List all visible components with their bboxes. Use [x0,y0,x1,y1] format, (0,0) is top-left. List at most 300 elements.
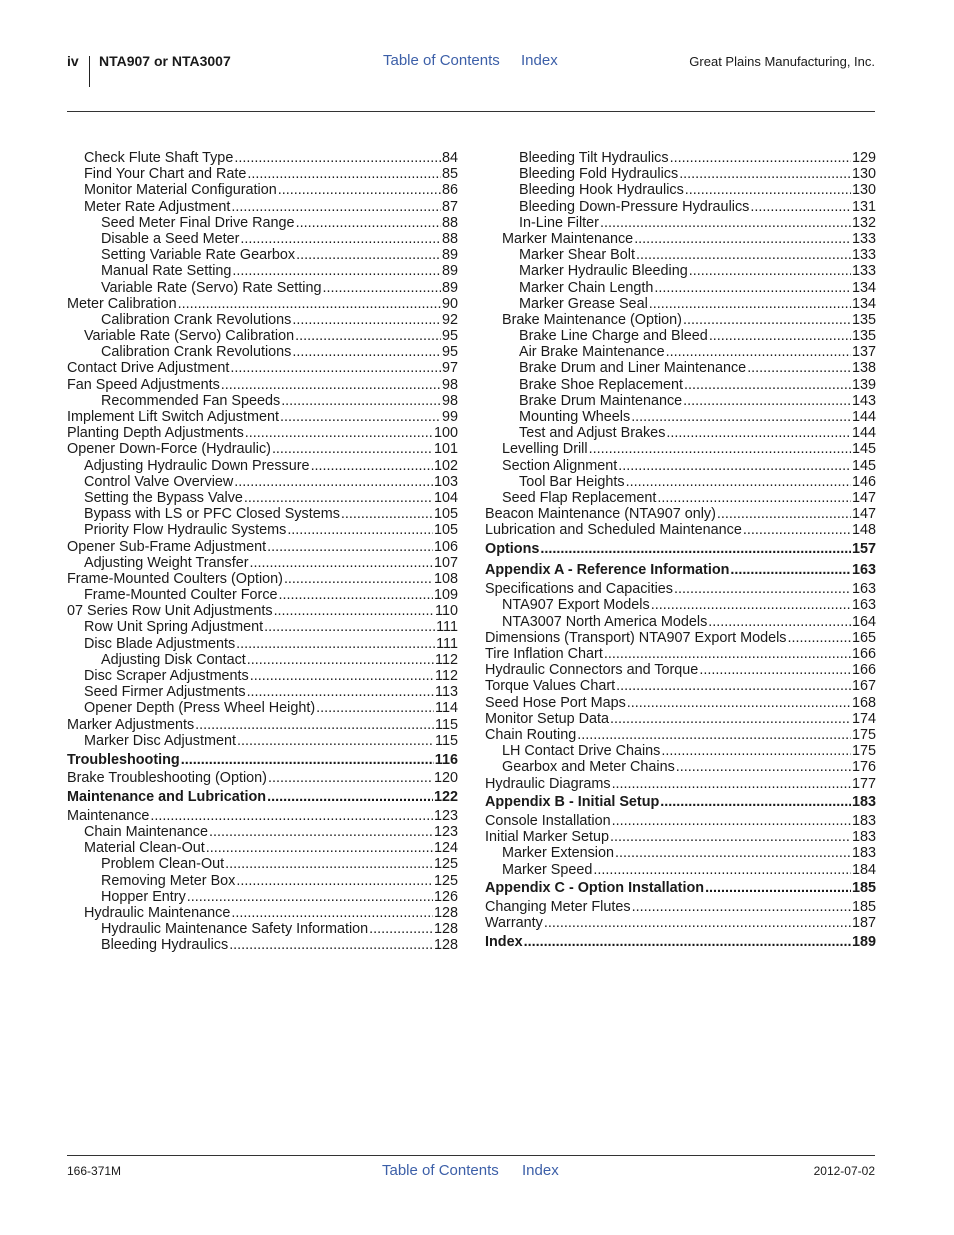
toc-entry-page: 133 [851,247,876,264]
toc-entry[interactable] [67,199,458,215]
toc-entry-title: Opener Sub-Frame Adjustment [67,538,267,555]
toc-entry[interactable] [485,328,876,344]
toc-entry[interactable] [485,263,876,279]
toc-entry-page: 92 [441,311,458,328]
toc-entry-page: 87 [441,198,458,215]
toc-entry[interactable] [485,581,876,597]
toc-entry-page: 145 [851,441,876,458]
toc-entry[interactable] [67,555,458,571]
toc-entry[interactable] [485,678,876,694]
toc-entry-page: 105 [433,506,458,523]
header-rule [67,111,875,112]
toc-entry-page: 132 [851,214,876,231]
toc-entry-title: Dimensions (Transport) NTA907 Export Models [485,629,787,646]
toc-entry-page: 97 [441,360,458,377]
footer-toc-link[interactable]: Table of Contents [382,1162,499,1179]
toc-entry-page: 89 [441,247,458,264]
toc-entry[interactable] [485,794,876,810]
toc-entry-page: 86 [441,182,458,199]
toc-entry-title: LH Contact Drive Chains [502,743,661,760]
toc-entry[interactable] [67,393,458,409]
dot-leader [649,296,851,312]
toc-entry[interactable] [67,247,458,263]
footer-rule [67,1155,875,1156]
toc-entry[interactable] [67,873,458,889]
toc-entry[interactable] [485,695,876,711]
toc-entry-title: Warranty [485,915,543,932]
toc-entry[interactable] [485,377,876,393]
toc-entry[interactable] [67,280,458,296]
toc-entry-title: Hopper Entry [101,888,186,905]
toc-entry-page: 124 [433,840,458,857]
toc-entry-title: Appendix C - Option Installation [485,880,705,897]
dot-leader [709,328,851,344]
toc-entry[interactable] [485,880,876,896]
toc-entry-title: Brake Maintenance (Option) [502,311,682,328]
toc-entry[interactable] [485,915,876,931]
toc-entry[interactable] [67,619,458,635]
toc-entry[interactable] [67,328,458,344]
toc-entry-page: 90 [441,295,458,312]
toc-entry-title: Disable a Seed Meter [101,230,240,247]
toc-entry[interactable] [485,215,876,231]
toc-entry[interactable] [67,905,458,921]
toc-entry-title: Implement Lift Switch Adjustment [67,409,279,425]
toc-entry-page: 164 [851,613,876,630]
toc-entry[interactable] [485,231,876,247]
toc-entry-title: Meter Rate Adjustment [84,198,231,215]
toc-entry-title: Row Unit Spring Adjustment [84,619,264,636]
dot-leader [747,360,851,376]
toc-entry-title: Problem Clean-Out [101,856,225,873]
dot-leader [195,717,434,733]
dot-leader [232,263,441,279]
toc-entry-title: Meter Calibration [67,295,177,312]
toc-entry-page: 95 [441,328,458,345]
toc-entry[interactable] [67,856,458,872]
toc-entry-page: 163 [851,581,876,598]
toc-entry[interactable] [67,889,458,905]
toc-entry-title: Beacon Maintenance (NTA907 only) [485,506,716,523]
toc-entry-page: 103 [433,473,458,490]
toc-entry-page: 108 [433,570,458,587]
toc-entry[interactable] [485,506,876,522]
toc-entry[interactable] [485,199,876,215]
toc-entry[interactable] [485,522,876,538]
toc-entry[interactable] [67,458,458,474]
toc-entry-title: Calibration Crank Revolutions [101,344,292,361]
toc-entry[interactable] [485,312,876,328]
toc-entry[interactable] [67,231,458,247]
toc-entry-title: Brake Troubleshooting (Option) [67,770,267,787]
toc-entry[interactable] [485,727,876,743]
toc-entry[interactable] [67,474,458,490]
dot-leader [651,597,851,613]
dot-leader [708,614,851,630]
toc-entry[interactable] [485,360,876,376]
dot-leader [247,684,434,700]
dot-leader [281,393,441,409]
dot-leader [341,506,433,522]
dot-leader [250,668,434,684]
toc-entry-title: Setting Variable Rate Gearbox [101,247,296,264]
toc-entry[interactable] [67,215,458,231]
toc-entry[interactable] [485,182,876,198]
toc-entry[interactable] [485,458,876,474]
toc-entry[interactable] [485,166,876,182]
toc-entry[interactable] [485,425,876,441]
dot-leader [234,150,441,166]
toc-entry-title: Adjusting Hydraulic Down Pressure [84,457,310,474]
toc-entry-title: Changing Meter Flutes [485,899,631,916]
toc-entry-title: Appendix A - Reference Information [485,562,730,579]
toc-entry-page: 189 [851,934,876,951]
toc-entry-title: Brake Drum Maintenance [519,392,683,409]
dot-leader [743,522,851,538]
toc-entry-title: NTA907 Export Models [502,597,650,614]
toc-entry-title: Brake Line Charge and Bleed [519,328,708,345]
toc-entry[interactable] [485,845,876,861]
toc-entry-page: 111 [436,635,458,652]
toc-entry-title: Levelling Drill [502,441,588,458]
toc-entry[interactable] [67,840,458,856]
toc-entry[interactable] [485,409,876,425]
toc-entry-page: 95 [441,344,458,361]
dot-leader [225,856,433,872]
toc-entry-title: Recommended Fan Speeds [101,392,281,409]
toc-entry-page: 157 [851,541,876,558]
toc-entry-title: Seed Meter Final Drive Range [101,214,295,231]
toc-entry-page: 84 [441,150,458,166]
toc-entry-title: Bypass with LS or PFC Closed Systems [84,506,340,523]
toc-entry[interactable] [67,522,458,538]
toc-entry-title: Console Installation [485,813,611,830]
toc-entry[interactable] [67,733,458,749]
dot-leader [788,630,851,646]
toc-entry-title: Adjusting Weight Transfer [84,554,249,571]
toc-entry[interactable] [485,597,876,613]
dot-leader [187,889,433,905]
toc-entry[interactable] [485,759,876,775]
dot-leader [683,312,851,328]
toc-entry-page: 175 [851,726,876,743]
toc-entry[interactable] [485,562,876,578]
dot-leader [287,522,433,538]
toc-entry[interactable] [485,541,876,557]
toc-entry-page: 163 [851,562,876,579]
toc-entry[interactable] [485,393,876,409]
header-index-link[interactable]: Index [521,52,558,69]
toc-entry-page: 125 [433,856,458,873]
dot-leader [674,581,851,597]
dot-leader [230,360,441,376]
toc-entry[interactable] [485,247,876,263]
dot-leader [577,727,851,743]
toc-entry-title: Seed Flap Replacement [502,489,657,506]
toc-entry-page: 131 [851,198,876,215]
dot-leader [209,824,433,840]
toc-entry[interactable] [67,668,458,684]
toc-entry-page: 163 [851,597,876,614]
dot-leader [684,377,851,393]
toc-entry-title: Brake Shoe Replacement [519,376,683,393]
dot-leader [636,247,851,263]
toc-entry-page: 89 [441,279,458,296]
toc-entry-title: Manual Rate Setting [101,263,232,280]
toc-entry[interactable] [485,934,876,950]
toc-entry[interactable] [67,789,458,805]
company-name: Great Plains Manufacturing, Inc. [689,54,875,69]
toc-entry[interactable] [485,899,876,915]
dot-leader [610,829,851,845]
dot-leader [540,541,851,557]
toc-entry[interactable] [485,474,876,490]
toc-entry-page: 133 [851,230,876,247]
dot-leader [610,711,851,727]
dot-leader [247,652,434,668]
toc-entry[interactable] [67,506,458,522]
dot-leader [236,873,433,889]
dot-leader [660,794,851,810]
toc-entry-page: 128 [433,905,458,921]
toc-entry-page: 166 [851,646,876,662]
dot-leader [323,280,441,296]
toc-entry-page: 105 [433,522,458,539]
toc-entry-page: 166 [851,662,876,679]
toc-entry-title: Setting the Bypass Valve [84,489,243,506]
toc-entry[interactable] [485,344,876,360]
dot-leader [679,166,851,182]
toc-entry-title: Marker Extension [502,845,614,862]
toc-entry[interactable] [67,824,458,840]
toc-entry[interactable] [67,717,458,733]
dot-leader [264,619,435,635]
toc-entry-page: 145 [851,457,876,474]
toc-entry-title: Planting Depth Adjustments [67,425,244,442]
toc-entry[interactable] [67,312,458,328]
dot-leader [316,700,434,716]
toc-entry[interactable] [67,377,458,393]
toc-entry-title: In-Line Filter [519,214,599,231]
dot-leader [666,425,851,441]
document-number: 166-371M [67,1164,122,1178]
toc-entry[interactable] [485,829,876,845]
toc-entry-page: 116 [434,751,458,768]
toc-entry-title: Maintenance and Lubrication [67,789,267,806]
toc-entry-page: 146 [851,473,876,490]
toc-entry-page: 89 [441,263,458,280]
toc-entry-page: 183 [851,813,876,830]
dot-leader [627,695,851,711]
toc-entry-page: 148 [851,522,876,539]
toc-entry-page: 130 [851,166,876,183]
toc-entry-page: 109 [433,587,458,604]
toc-entry-page: 183 [851,794,876,811]
toc-entry[interactable] [67,587,458,603]
toc-entry[interactable] [485,614,876,630]
dot-leader [272,441,433,457]
toc-entry[interactable] [485,441,876,457]
toc-entry-title: Troubleshooting [67,751,180,768]
toc-entry-page: 183 [851,845,876,862]
toc-entry-title: Seed Firmer Adjustments [84,684,246,701]
toc-entry-title: Marker Shear Bolt [519,247,635,264]
dot-leader [245,425,433,441]
toc-entry-title: Maintenance [67,807,150,824]
toc-entry-title: Hydraulic Connectors and Torque [485,662,699,679]
toc-entry-page: 184 [851,861,876,878]
toc-entry-page: 144 [851,409,876,425]
toc-entry[interactable] [67,937,458,953]
toc-entry-title: 07 Series Row Unit Adjustments [67,603,273,620]
toc-entry[interactable] [485,280,876,296]
toc-entry-page: 114 [435,700,458,717]
toc-entry[interactable] [485,862,876,878]
footer-index-link[interactable]: Index [522,1162,559,1179]
toc-entry[interactable] [485,646,876,662]
toc-entry[interactable] [485,743,876,759]
toc-entry-title: Monitor Material Configuration [84,182,277,199]
toc-entry[interactable] [67,166,458,182]
toc-entry-page: 113 [435,684,458,701]
dot-leader [657,490,851,506]
toc-entry[interactable] [67,296,458,312]
toc-entry-page: 147 [851,489,876,506]
dot-leader [369,921,433,937]
toc-entry[interactable] [67,752,458,768]
toc-entry-title: Priority Flow Hydraulic Systems [84,522,287,539]
toc-entry-page: 99 [441,409,458,425]
dot-leader [296,247,441,263]
toc-entry-title: Disc Blade Adjustments [84,635,236,652]
toc-entry[interactable] [67,263,458,279]
toc-entry[interactable] [67,700,458,716]
toc-entry-title: Appendix B - Initial Setup [485,794,660,811]
toc-entry-page: 143 [851,392,876,409]
toc-entry-page: 130 [851,182,876,199]
toc-entry-page: 123 [433,807,458,824]
toc-entry[interactable] [67,571,458,587]
toc-entry-page: 88 [441,230,458,247]
toc-entry-page: 110 [435,603,458,620]
toc-entry-page: 123 [433,824,458,841]
toc-entry-page: 126 [433,888,458,905]
toc-entry[interactable] [485,662,876,678]
toc-entry-page: 175 [851,743,876,760]
toc-entry-title: Lubrication and Scheduled Maintenance [485,522,742,539]
toc-entry-title: Hydraulic Diagrams [485,775,611,792]
toc-entry-title: Hydraulic Maintenance Safety Information [101,921,369,938]
toc-entry[interactable] [67,539,458,555]
toc-entry[interactable] [485,776,876,792]
toc-entry[interactable] [67,344,458,360]
toc-entry-page: 176 [851,759,876,776]
toc-entry[interactable] [485,630,876,646]
toc-entry[interactable] [67,921,458,937]
toc-entry-title: Contact Drive Adjustment [67,360,230,377]
dot-leader [240,231,441,247]
toc-entry-page: 85 [441,166,458,183]
toc-entry[interactable] [67,636,458,652]
toc-entry-title: Torque Values Chart [485,678,616,695]
toc-entry[interactable] [67,360,458,376]
dot-leader [181,752,434,768]
toc-entry[interactable] [485,711,876,727]
dot-leader [229,937,433,953]
toc-entry-title: Marker Grease Seal [519,295,648,312]
dot-leader [231,199,441,215]
toc-entry[interactable] [67,684,458,700]
dot-leader [268,770,433,786]
toc-entry[interactable] [485,813,876,829]
toc-entry-title: Air Brake Maintenance [519,344,665,361]
header-toc-link[interactable]: Table of Contents [383,52,500,69]
toc-entry-title: Disc Scraper Adjustments [84,668,249,684]
toc-entry-page: 174 [851,710,876,727]
toc-entry[interactable] [67,490,458,506]
toc-entry-page: 183 [851,829,876,846]
header-divider [89,56,90,87]
dot-leader [267,539,433,555]
toc-entry[interactable] [67,441,458,457]
dot-leader [618,458,851,474]
toc-entry[interactable] [67,425,458,441]
dot-leader [666,344,851,360]
dot-leader [274,603,434,619]
toc-entry-title: Fan Speed Adjustments [67,376,220,393]
toc-right-column [485,150,876,953]
toc-entry-title: Brake Drum and Liner Maintenance [519,360,747,377]
toc-entry-title: Index [485,934,523,951]
dot-leader [604,646,851,662]
toc-entry-title: Section Alignment [502,457,618,474]
dot-leader [626,474,851,490]
dot-leader [295,328,441,344]
dot-leader [615,845,851,861]
toc-entry-page: 122 [433,789,458,806]
dot-leader [685,182,851,198]
toc-entry[interactable] [67,409,458,425]
toc-entry-page: 185 [851,899,876,916]
toc-entry-title: Test and Adjust Brakes [519,425,666,442]
dot-leader [279,587,433,603]
toc-entry-page: 137 [851,344,876,361]
toc-entry[interactable] [67,182,458,198]
toc-entry[interactable] [67,150,458,166]
dot-leader [267,789,433,805]
toc-entry[interactable] [485,296,876,312]
toc-entry-title: Bleeding Down-Pressure Hydraulics [519,198,750,215]
toc-entry-title: Material Clean-Out [84,840,205,857]
toc-entry-title: Bleeding Fold Hydraulics [519,166,679,183]
toc-entry[interactable] [67,770,458,786]
toc-entry[interactable] [67,652,458,668]
toc-entry[interactable] [485,150,876,166]
toc-entry-page: 101 [433,441,458,458]
toc-entry-page: 107 [433,554,458,571]
toc-entry-title: Specifications and Capacities [485,581,673,598]
toc-entry-page: 185 [851,880,876,897]
toc-entry-title: Monitor Setup Data [485,710,609,727]
toc-entry-page: 187 [851,915,876,932]
toc-entry-title: Frame-Mounted Coulter Force [84,587,278,604]
toc-entry-title: Marker Disc Adjustment [84,732,236,749]
dot-leader [244,490,433,506]
toc-entry[interactable] [485,490,876,506]
toc-entry[interactable] [67,808,458,824]
toc-entry[interactable] [67,603,458,619]
toc-entry-page: 134 [851,279,876,296]
